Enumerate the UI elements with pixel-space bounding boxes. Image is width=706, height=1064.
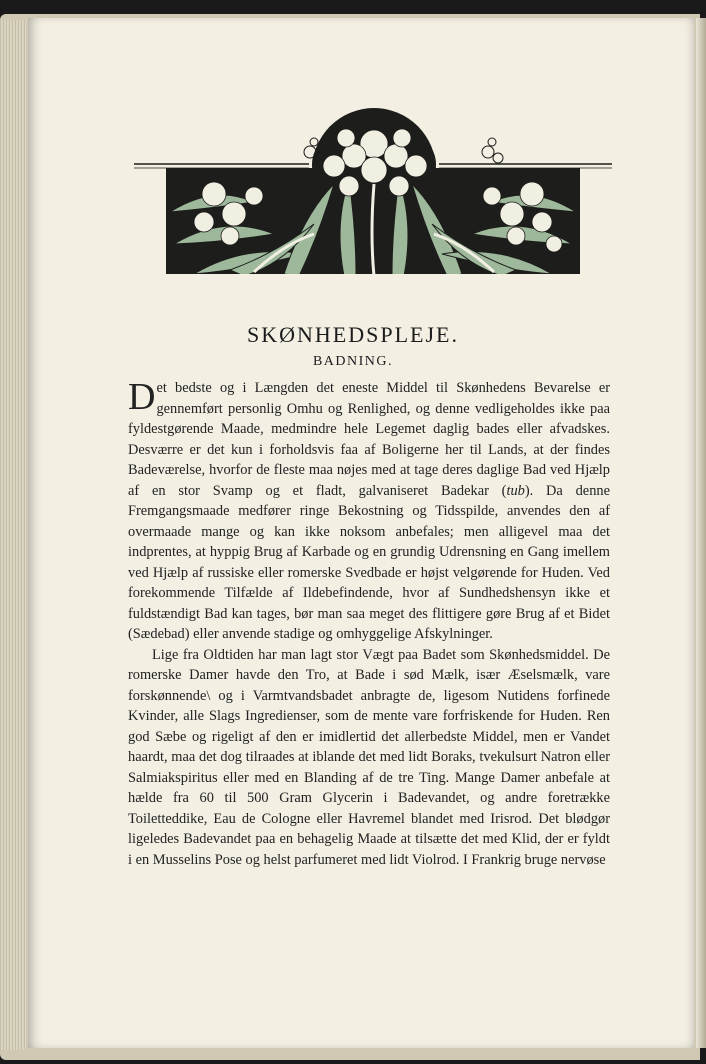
section-subtitle: BADNING. bbox=[312, 354, 394, 369]
paragraph-1-text: et bedste og i Længden det eneste Middel til Skønhedens Bevarelse er gennemført personlig Omhu og Renlighed, og denne vedligeholdes ikke paa fyldestgørende Maade, medmindre hele Legemet daglig bades eller afvadskes. Desværre er det kun i forholdsvis faa af Boligerne her til Lands, at der findes Badeværelse, hvorfor de fleste maa nøjes med at tage deres daglige Bad ved Hjælp af en stor Svamp og et fladt, galvaniseret Badekar ( bbox=[128, 380, 610, 499]
right-edge bbox=[696, 18, 706, 1048]
italic-tub: tub bbox=[506, 482, 525, 499]
page-edges bbox=[0, 20, 26, 1050]
page-title: SKØNHEDSPLEJE. bbox=[247, 322, 459, 347]
paragraph-1-end: ). Da denne Fremgangsmaade medfører ringe Bekostning og Tidsspilde, anvendes den af overmaade mange og kan ikke noksom anbefales; men alligevel maa det indprentes, at hyppig Brug af Karbade og en grundig Udrensning en Gang imellem ved Hjælp af russiske eller romerske Svedbade er højst velgørende for Huden. Ved forekommende Tilfælde af Ildebefindende, hvor af Sundhedshensyn ikke et fuldstændigt Bad kan tages, bør man saa meget des flittigere gøre Brug af et Bidet (Sædebad) eller anvende stadige og omhyggelige Afskylninger. bbox=[128, 482, 610, 642]
body-text bbox=[128, 378, 610, 870]
paragraph-1 bbox=[128, 378, 610, 645]
flower-ornament-icon bbox=[134, 104, 612, 274]
drop-cap: D bbox=[128, 376, 156, 418]
paragraph-2: Lige fra Oldtiden har man lagt stor Vægt paa Badet som Skønhedsmiddel. De romerske Damer havde den Tro, at Bade i sød Mælk, især Æselsmælk, vare forskønnende\ og i Varmtvandsbadet anbragte de, ligesom Nutidens forfinede Kvinder, alle Slags Ingredienser, som de mente vare forfriskende for Huden. Ren god Sæbe og rigeligt af den er imidlertid det allerbedste Middel, men er Vandet haardt, maa det dog tilraades at iblande det med lidt Boraks, tvekulsurt Natron eller Salmiakspiritus eller med en Blanding af de tre Ting. Mange Damer anbefale at hælde fra 60 til 500 Gram Glycerin i Badevandet, og andre foretrække Toiletteddike, Eau de Cologne eller Havremel blandet med Irisrod. Det blødgør ligeledes Badevandet paa en behagelig Maade at tilsætte det med Klid, der er fyldt i en Musselins Pose og helst parfumeret med lidt Violrod. I Frankrig bruge nervøse bbox=[128, 646, 610, 868]
